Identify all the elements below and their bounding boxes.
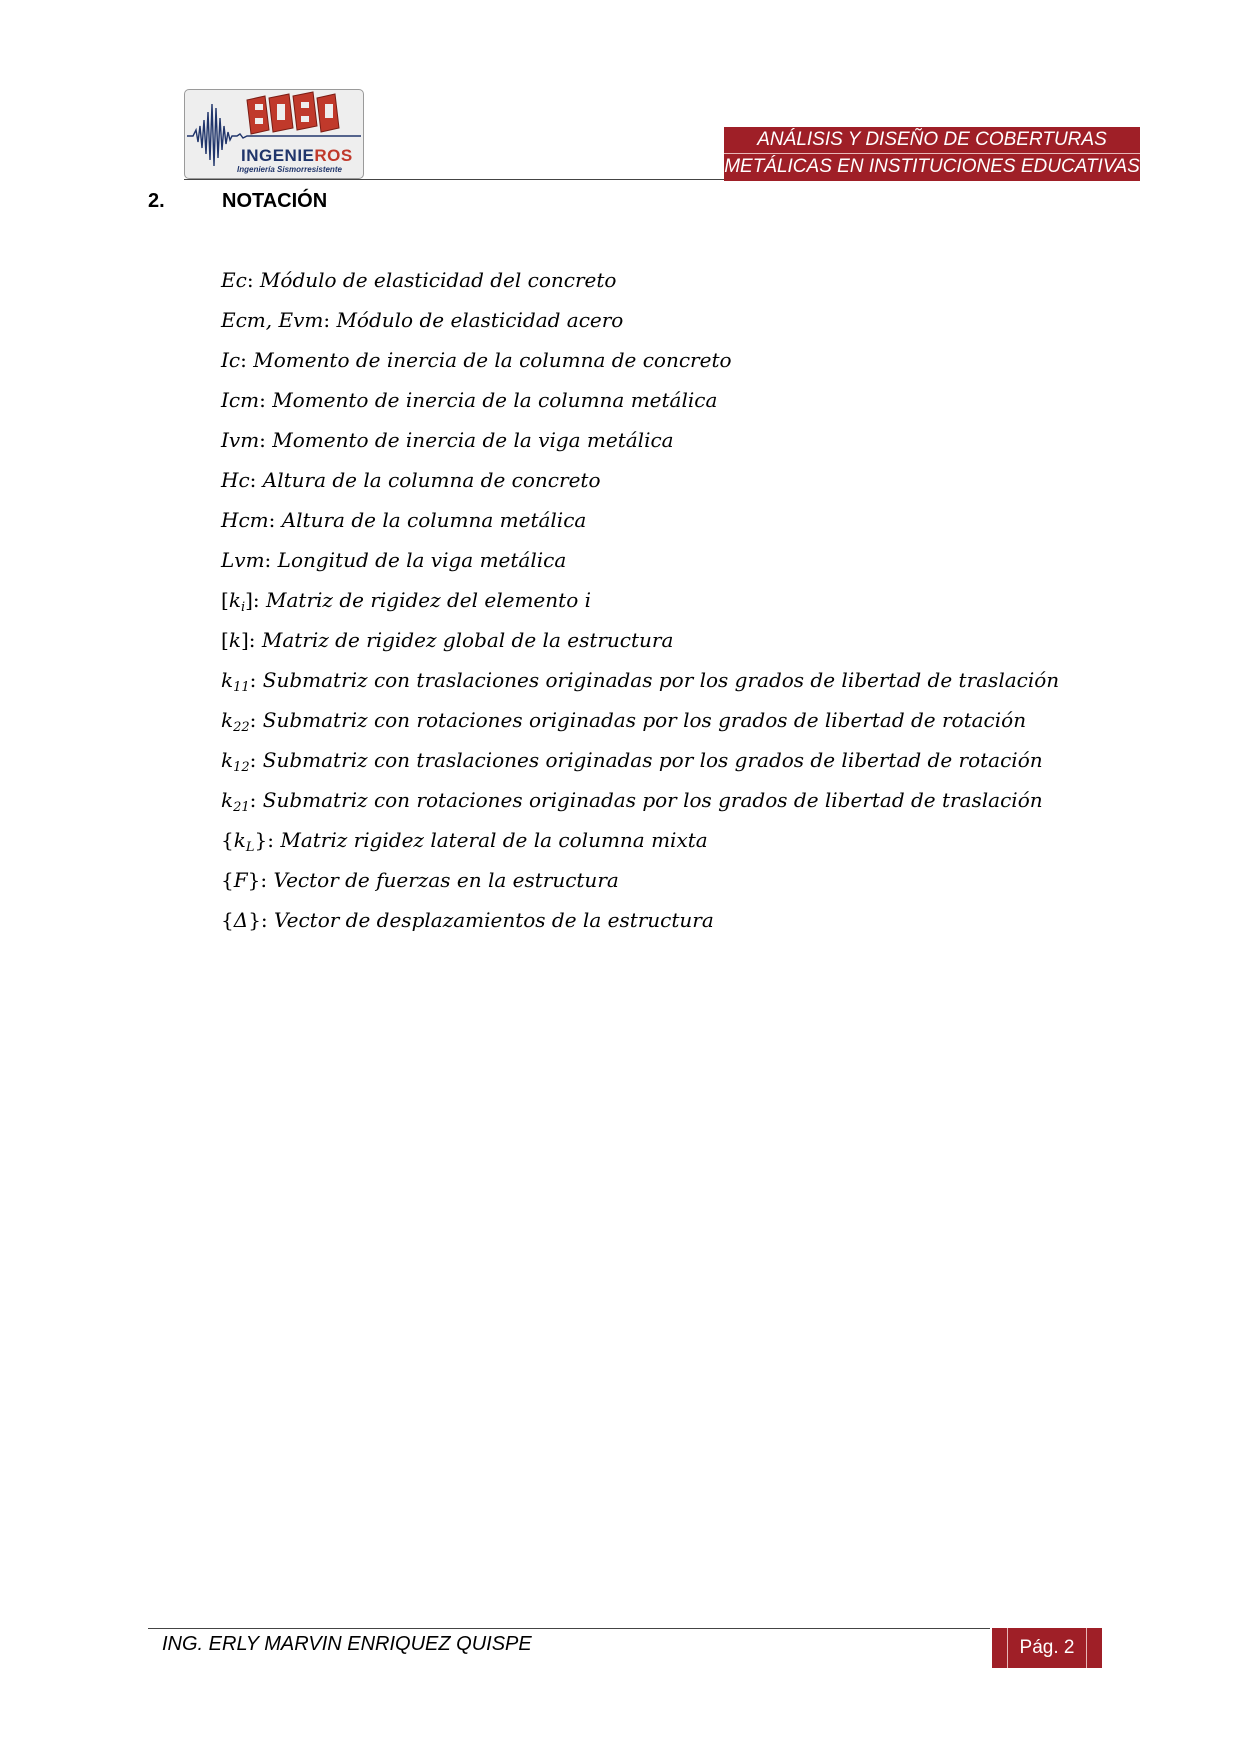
notation-item: $[k_i]$: Matriz de rigidez del elemento i [221, 588, 591, 615]
notation-symbol: k [221, 708, 234, 732]
footer-author: ING. ERLY MARVIN ENRIQUEZ QUISPE [162, 1633, 532, 1655]
notation-subscript: 11 [233, 680, 250, 695]
notation-description: Matriz rigidez lateral de la columna mixta [280, 828, 708, 852]
notation-description: Altura de la columna de concreto [262, 468, 601, 492]
document-title-line1: ANÁLISIS Y DISEÑO DE COBERTURAS [724, 127, 1140, 154]
section-number: 2. [148, 190, 165, 212]
notation-description: Matriz de rigidez global de la estructura [261, 628, 674, 652]
notation-description: Momento de inercia de la viga metálica [272, 428, 674, 452]
notation-symbol: k [221, 748, 234, 772]
notation-symbol: k [228, 628, 241, 652]
notation-symbol: Hcm [221, 508, 269, 532]
notation-subscript: L [245, 840, 255, 855]
page-number-badge [992, 1628, 1102, 1668]
notation-description: Submatriz con traslaciones originadas por los grados de libertad de traslación [262, 668, 1060, 692]
document-title-banner [724, 127, 1140, 181]
notation-item: $k_{11}$: Submatriz con traslaciones originadas por los grados de libertad de traslación [221, 668, 1060, 695]
notation-bracket-open: [ [221, 588, 229, 612]
notation-symbol: k [228, 588, 241, 612]
notation-subscript: 12 [233, 760, 250, 775]
notation-description: Momento de inercia de la columna de concreto [253, 348, 732, 372]
notation-symbol: k [221, 668, 234, 692]
notation-bracket-open: { [221, 868, 234, 892]
notation-description: Módulo de elasticidad del concreto [259, 268, 617, 292]
notation-bracket-close: ] [245, 588, 253, 612]
section-title: NOTACIÓN [222, 190, 328, 212]
notation-item: [k]: Matriz de rigidez global de la estructura [221, 628, 674, 652]
notation-bracket-close: ] [240, 628, 249, 652]
notation-item: Ecm, Evm: Módulo de elasticidad acero [221, 308, 624, 332]
notation-item: Icm: Momento de inercia de la columna metálica [221, 388, 718, 412]
notation-bracket-open: { [221, 908, 234, 932]
notation-item: $k_{22}$: Submatriz con rotaciones originadas por los grados de libertad de rotación [221, 708, 1027, 735]
notation-symbol: k [221, 788, 234, 812]
notation-subscript: i [240, 600, 246, 615]
notation-item: Ic: Momento de inercia de la columna de concreto [221, 348, 732, 372]
notation-bracket-close: } [248, 908, 261, 932]
notation-item: Ec: Módulo de elasticidad del concreto [221, 268, 617, 292]
notation-list [221, 265, 1141, 945]
header-divider [184, 179, 726, 180]
notation-symbol: Ivm [221, 428, 260, 452]
notation-item: $k_{12}$: Submatriz con traslaciones originadas por los grados de libertad de rotación [221, 748, 1043, 775]
notation-description: Submatriz con rotaciones originadas por los grados de libertad de traslación [262, 788, 1043, 812]
notation-description: Altura de la columna metálica [281, 508, 587, 532]
notation-symbol: Icm [221, 388, 260, 412]
notation-symbol: Ecm, Evm [221, 308, 324, 332]
notation-subscript: 22 [233, 720, 250, 735]
footer-divider [148, 1628, 990, 1629]
notation-symbol: F [233, 868, 248, 892]
notation-description: Matriz de rigidez del elemento i [266, 588, 591, 612]
notation-symbol: Lvm [221, 548, 265, 572]
notation-description: Longitud de la viga metálica [277, 548, 567, 572]
notation-item: $k_{21}$: Submatriz con rotaciones originadas por los grados de libertad de traslación [221, 788, 1043, 815]
page-number: Pág. 2 [1007, 1628, 1088, 1668]
notation-bracket-open: [ [221, 628, 229, 652]
notation-subscript: 21 [233, 800, 250, 815]
notation-item: Hc: Altura de la columna de concreto [221, 468, 601, 492]
notation-item: Lvm: Longitud de la viga metálica [221, 548, 567, 572]
notation-item: Hcm: Altura de la columna metálica [221, 508, 587, 532]
company-logo [184, 89, 364, 179]
notation-symbol: k [233, 828, 246, 852]
notation-item: Ivm: Momento de inercia de la viga metálica [221, 428, 674, 452]
notation-item: $\{k_L\}$: Matriz rigidez lateral de la columna mixta [221, 828, 708, 855]
logo-wordmark: INGENIEROS [241, 146, 353, 165]
notation-bracket-close: } [247, 868, 261, 892]
notation-bracket-open: { [221, 828, 234, 852]
notation-description: Submatriz con rotaciones originadas por los grados de libertad de rotación [262, 708, 1027, 732]
notation-description: Vector de desplazamientos de la estructura [274, 908, 714, 932]
notation-description: Submatriz con traslaciones originadas por los grados de libertad de rotación [262, 748, 1043, 772]
notation-description: Módulo de elasticidad acero [336, 308, 624, 332]
notation-symbol: Ec [221, 268, 247, 292]
notation-item: {F}: Vector de fuerzas en la estructura [221, 868, 619, 892]
document-title-line2: METÁLICAS EN INSTITUCIONES EDUCATIVAS [724, 156, 1140, 177]
notation-symbol: Δ [233, 908, 249, 932]
logo-subtitle: Ingeniería Sismorresistente [237, 165, 342, 174]
notation-item: {Δ}: Vector de desplazamientos de la estructura [221, 908, 714, 932]
notation-symbol: Ic [221, 348, 241, 372]
notation-description: Vector de fuerzas en la estructura [273, 868, 619, 892]
notation-symbol: Hc [221, 468, 250, 492]
notation-description: Momento de inercia de la columna metálica [272, 388, 718, 412]
notation-bracket-close: } [254, 828, 268, 852]
